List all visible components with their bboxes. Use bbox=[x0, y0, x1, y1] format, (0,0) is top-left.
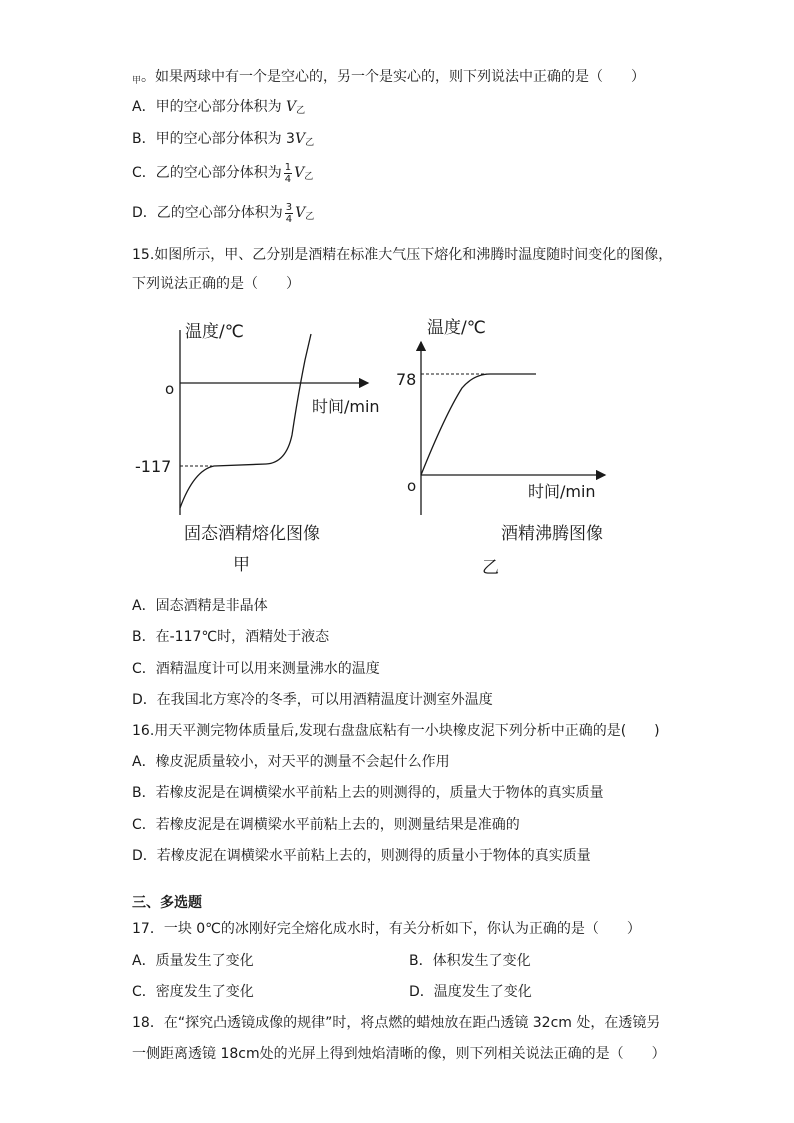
melting-mark: 甲 bbox=[233, 555, 250, 575]
boiling-x-label: 时间/min bbox=[528, 482, 596, 501]
q15-option-d: D．在我国北方寒冷的冬季，可以用酒精温度计测室外温度 bbox=[132, 692, 493, 708]
boiling-mark: 乙 bbox=[482, 558, 499, 578]
melting-tick-label: -117 bbox=[135, 457, 172, 476]
melting-graph bbox=[135, 322, 380, 575]
boiling-curve bbox=[421, 374, 536, 475]
q15-option-b: B．在-117℃时，酒精处于液态 bbox=[132, 629, 330, 645]
boiling-tick-label: 78 bbox=[396, 370, 417, 389]
boiling-y-label: 温度/℃ bbox=[427, 318, 486, 338]
boiling-origin-label: o bbox=[407, 477, 417, 495]
q14-option-d: D．乙的空心部分体积为 $\frac{3}{4}$ $V_乙$ bbox=[132, 201, 315, 225]
q17-option-c: C．密度发生了变化 bbox=[132, 984, 254, 1000]
melting-origin-label: o bbox=[165, 380, 175, 398]
q16-option-d: D．若橡皮泥在调横梁水平前粘上去的，则测得的质量小于物体的真实质量 bbox=[132, 848, 591, 864]
q18-stem-line2: 一侧距离透镜 18cm处的光屏上得到烛焰清晰的像，则下列相关说法正确的是（ ） bbox=[132, 1046, 666, 1062]
melting-x-label: 时间/min bbox=[312, 397, 380, 416]
q15-option-c: C．酒精温度计可以用来测量沸水的温度 bbox=[132, 661, 380, 677]
q16-option-b: B．若橡皮泥是在调横梁水平前粘上去的则测得的，质量大于物体的真实质量 bbox=[132, 785, 604, 801]
q16-stem: 16.用天平测完物体质量后,发现右盘盘底粘有一小块橡皮泥下列分析中正确的是( ) bbox=[132, 723, 660, 739]
fraction-one-quarter: $\frac{1}{4}$ bbox=[284, 161, 292, 185]
q17-stem: 17．一块 0℃的冰刚好完全熔化成水时，有关分析如下，你认为正确的是（ ） bbox=[132, 921, 641, 937]
boiling-graph bbox=[396, 318, 605, 578]
q17-option-b: B．体积发生了变化 bbox=[409, 953, 531, 969]
q18-stem-line1: 18．在“探究凸透镜成像的规律”时，将点燃的蜡烛放在距凸透镜 32cm 处，在透镜另 bbox=[132, 1015, 661, 1031]
q14-option-a: A．甲的空心部分体积为 $V_乙$ bbox=[132, 99, 306, 116]
q15-figure bbox=[0, 300, 794, 600]
q16-option-a: A．橡皮泥质量较小，对天平的测量不会起什么作用 bbox=[132, 754, 450, 770]
melting-caption: 固态酒精熔化图像 bbox=[184, 524, 320, 544]
fraction-three-quarters: $\frac{3}{4}$ bbox=[285, 201, 293, 225]
q14-stem-tail: $_甲$。如果两球中有一个是空心的，另一个是实心的，则下列说法中正确的是（ ） bbox=[132, 69, 646, 86]
q17-option-d: D．温度发生了变化 bbox=[409, 984, 532, 1000]
q15-stem-line1: 15.如图所示，甲、乙分别是酒精在标准大气压下熔化和沸腾时温度随时间变化的图像， bbox=[132, 247, 673, 263]
boiling-caption: 酒精沸腾图像 bbox=[501, 524, 603, 544]
q14-option-b: B．甲的空心部分体积为 $3V_乙$ bbox=[132, 131, 315, 148]
melting-y-label: 温度/℃ bbox=[185, 322, 244, 342]
q15-option-a: A．固态酒精是非晶体 bbox=[132, 598, 268, 614]
q17-option-a: A．质量发生了变化 bbox=[132, 953, 254, 969]
melting-curve bbox=[180, 334, 311, 508]
q16-option-c: C．若橡皮泥是在调横梁水平前粘上去的，则测量结果是准确的 bbox=[132, 817, 520, 833]
q15-stem-line2: 下列说法正确的是（ ） bbox=[132, 276, 300, 292]
section-title: 三、多选题 bbox=[132, 895, 202, 911]
q14-option-c: C．乙的空心部分体积为 $\frac{1}{4}$ $V_乙$ bbox=[132, 161, 314, 185]
